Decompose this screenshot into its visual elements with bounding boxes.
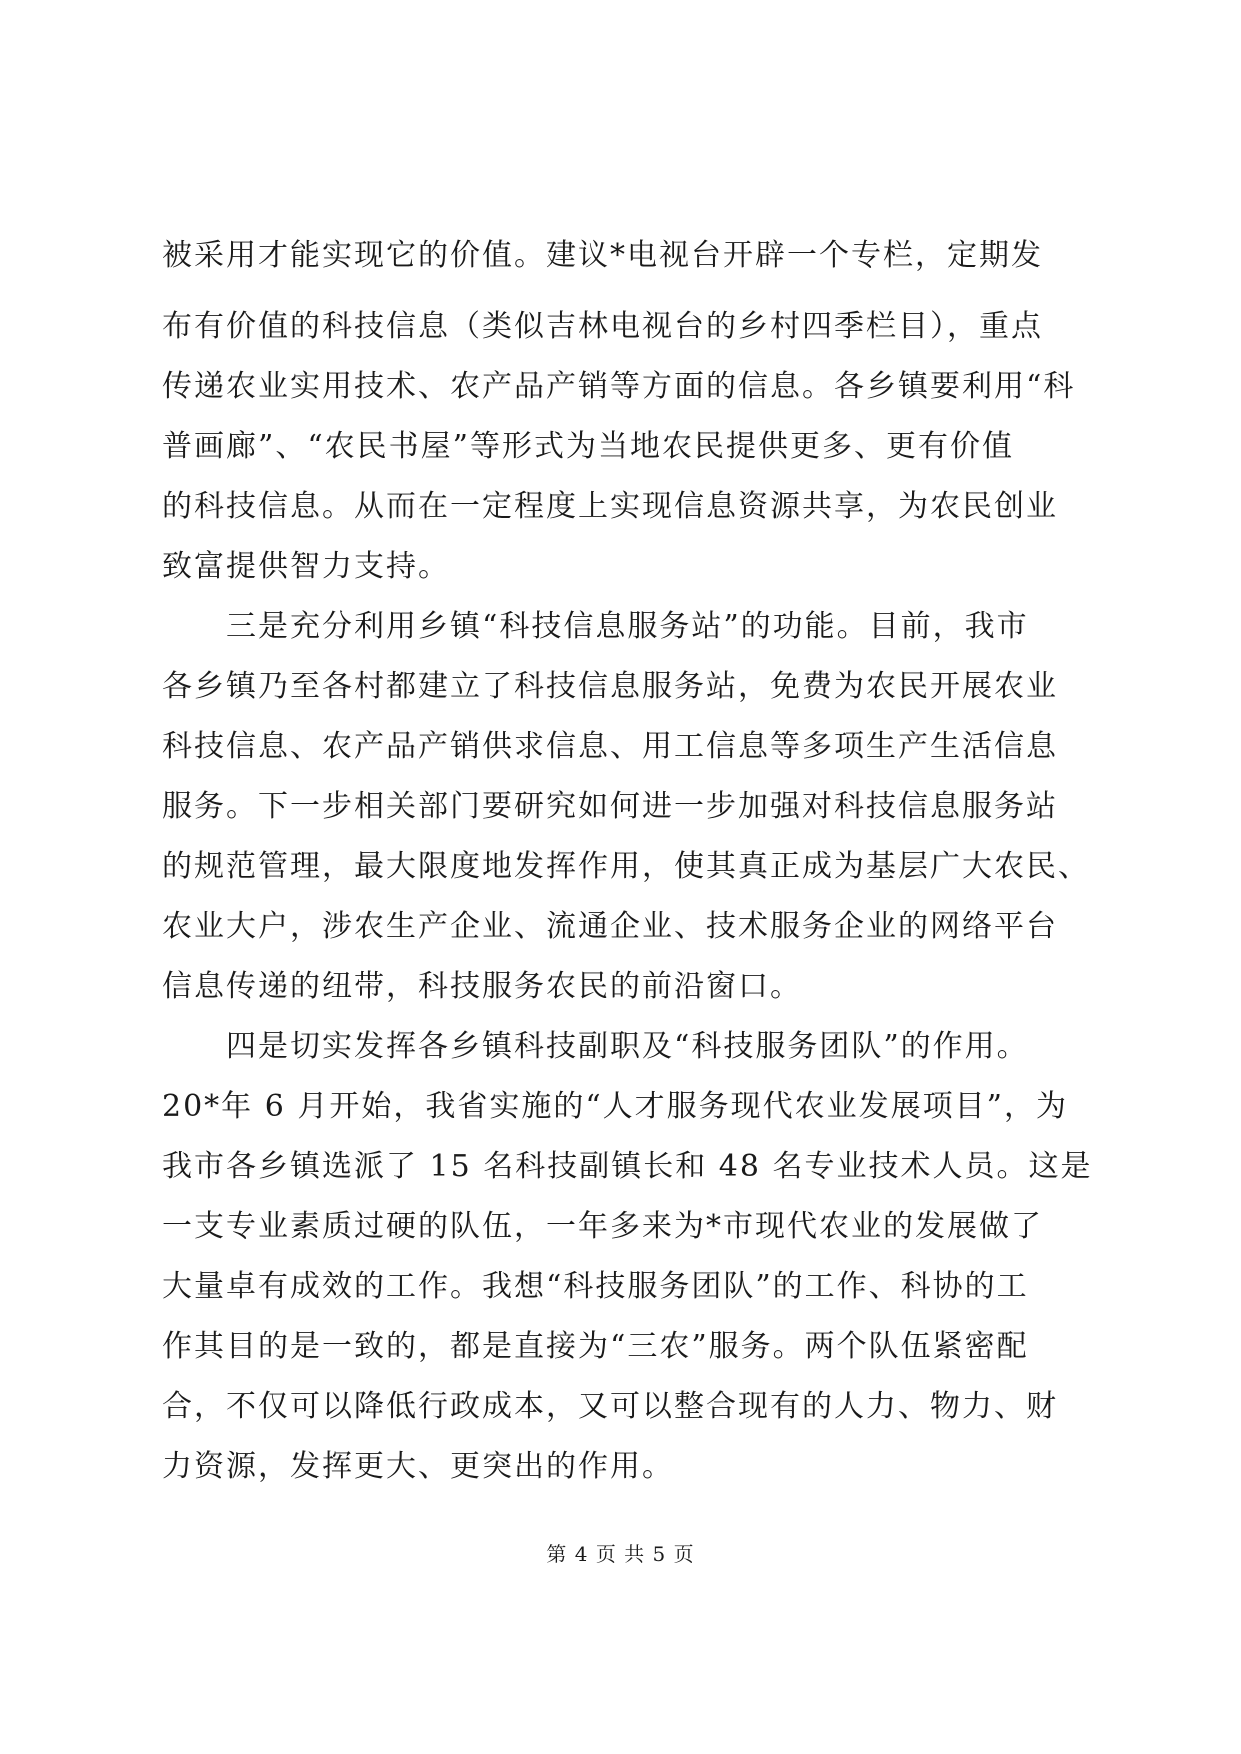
text-line: 致富提供智力支持。 [162, 549, 450, 584]
text-line: 一支专业素质过硬的队伍，一年多来为*市现代农业的发展做了 [162, 1209, 1043, 1244]
text-line: 三是充分利用乡镇“科技信息服务站”的功能。目前，我市 [162, 609, 1029, 644]
text-line: 合，不仅可以降低行政成本，又可以整合现有的人力、物力、财 [162, 1389, 1058, 1424]
text-line: 作其目的是一致的，都是直接为“三农”服务。两个队伍紧密配 [162, 1329, 1029, 1364]
text-line: 信息传递的纽带，科技服务农民的前沿窗口。 [162, 969, 802, 1004]
page-number-footer: 第 4 页 共 5 页 [546, 1542, 695, 1566]
text-line: 各乡镇乃至各村都建立了科技信息服务站，免费为农民开展农业 [162, 669, 1058, 704]
text-line: 四是切实发挥各乡镇科技副职及“科技服务团队”的作用。 [162, 1029, 1029, 1064]
text-line: 被采用才能实现它的价值。建议*电视台开辟一个专栏，定期发 [162, 238, 1043, 273]
text-line: 我市各乡镇选派了 15 名科技副镇长和 48 名专业技术人员。这是 [162, 1149, 1093, 1184]
text-line: 布有价值的科技信息（类似吉林电视台的乡村四季栏目），重点 [162, 309, 1043, 344]
text-line: 传递农业实用技术、农产品产销等方面的信息。各乡镇要利用“科 [162, 369, 1076, 404]
text-line: 的科技信息。从而在一定程度上实现信息资源共享，为农民创业 [162, 489, 1058, 524]
text-line: 普画廊”、“农民书屋”等形式为当地农民提供更多、更有价值 [162, 429, 1015, 464]
text-line: 20*年 6 月开始，我省实施的“人才服务现代农业发展项目”，为 [162, 1089, 1069, 1124]
text-line: 科技信息、农产品产销供求信息、用工信息等多项生产生活信息 [162, 729, 1058, 764]
text-line: 服务。下一步相关部门要研究如何进一步加强对科技信息服务站 [162, 789, 1058, 824]
text-line: 大量卓有成效的工作。我想“科技服务团队”的工作、科协的工 [162, 1269, 1029, 1304]
text-line: 农业大户，涉农生产企业、流通企业、技术服务企业的网络平台 [162, 909, 1058, 944]
text-line: 的规范管理，最大限度地发挥作用，使其真正成为基层广大农民、 [162, 849, 1090, 884]
body-text [162, 226, 1093, 1497]
text-line: 力资源，发挥更大、更突出的作用。 [162, 1449, 674, 1484]
